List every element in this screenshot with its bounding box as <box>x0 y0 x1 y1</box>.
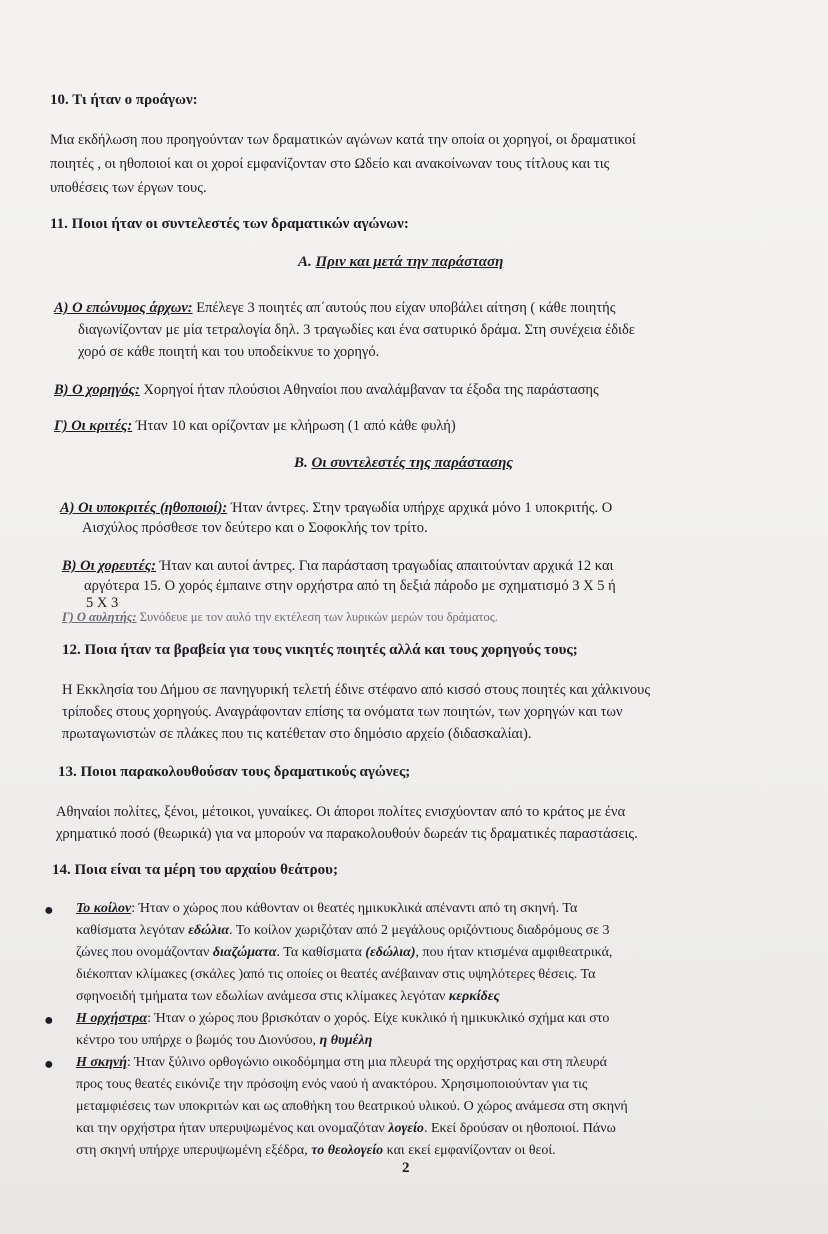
skene-text-4c: . Εκεί δρούσαν οι ηθοποιοί. Πάνω <box>423 1121 616 1136</box>
bullet-koilon-icon: ● <box>44 902 54 919</box>
koilon-line-5 <box>76 986 500 1008</box>
skene-text-5a: στη σκηνή υπήρχε υπερυψωμένη εξέδρα, <box>76 1143 312 1158</box>
q10-line-1: Μια εκδήλωση που προηγούνταν των δραματικών αγώνων κατά την οποία οι χορηγοί, οι δραματικοί <box>50 132 636 148</box>
chorus-line-3: 5 Χ 3 <box>86 595 119 611</box>
choregos-label: Β) Ο χορηγός: <box>54 382 140 398</box>
q13-line-2: χρηματικό ποσό (θεωρικά) για να μπορούν να παρακολουθούν δωρεάν τις δραματικές παραστάσεις. <box>56 826 638 842</box>
koilon-text-2c: . Το κοίλον χωριζόταν από 2 μεγάλους οριζόντιους διαδρόμους σε 3 <box>229 923 610 938</box>
judges-label: Γ) Οι κριτές: <box>54 418 133 434</box>
bullet-orchestra-icon: ● <box>44 1012 54 1029</box>
skene-text-5c: και εκεί εμφανίζονταν οι θεοί. <box>383 1143 556 1158</box>
skene-theologeio: το θεολογείο <box>311 1143 384 1158</box>
archon-line-3: χορό σε κάθε ποιητή και του υποδείκνυε το χορηγό. <box>78 344 380 360</box>
skene-text-4a: και την ορχήστρα ήταν υπερυψωμένος και ονομαζόταν <box>76 1121 389 1136</box>
skene-line-2: προς τους θεατές εικόνιζε την πρόσοψη ενός ναού ή ανακτόρου. Χρησιμοποιούνταν για τις <box>76 1077 588 1092</box>
koilon-text-5a: σφηνοειδή τμήματα των εδωλίων ανάμεσα στις κλίμακες λεγόταν <box>76 989 449 1004</box>
orchestra-thymeli: η θυμέλη <box>319 1033 373 1048</box>
choregos-text: Χορηγοί ήταν πλούσιοι Αθηναίοι που αναλάμβαναν τα έξοδα της παράστασης <box>143 382 599 398</box>
q10-line-3: υποθέσεις των έργων τους. <box>50 180 207 196</box>
koilon-text-1: : Ήταν ο χώρος που κάθονταν οι θεατές ημικυκλικά απέναντι από τη σκηνή. Τα <box>131 901 578 916</box>
section-b-heading <box>294 455 513 472</box>
koilon-kerkides: κερκίδες <box>448 989 500 1004</box>
archon-line-2: διαγωνίζονταν με μία τετραλογία δηλ. 3 τραγωδίες και ένα σατυρικό δράμα. Στη συνέχεια έδιδε <box>78 322 635 338</box>
page-number: 2 <box>402 1160 410 1176</box>
orchestra-label: Η ορχήστρα <box>76 1011 148 1026</box>
q12-line-1: Η Εκκλησία του Δήμου σε πανηγυρική τελετή έδινε στέφανο από κισσό στους ποιητές και χάλκινους <box>62 682 651 698</box>
actors-text-1: Ήταν άντρες. Στην τραγωδία υπήρχε αρχικά μόνο 1 υποκριτής. Ο <box>230 500 613 516</box>
section-a-title: Πριν και μετά την παράσταση <box>315 254 504 270</box>
koilon-edolia: εδώλια <box>188 923 230 938</box>
section-b-title: Οι συντελεστές της παράστασης <box>311 455 513 471</box>
skene-line-4 <box>76 1118 616 1140</box>
chorus-text-1: Ήταν και αυτοί άντρες. Για παράσταση τραγωδίας απαιτούνταν αρχικά 12 και <box>159 558 614 574</box>
archon-line-1 <box>54 296 616 320</box>
orchestra-text-2a: κέντρο του υπήρχε ο βωμός του Διονύσου, <box>76 1033 320 1048</box>
aulete-line <box>62 608 498 626</box>
koilon-label: Το κοίλον <box>76 901 132 916</box>
question-10-title: 10. Τι ήταν ο προάγων: <box>50 92 198 108</box>
skene-line-1 <box>76 1052 607 1074</box>
skene-line-3: μεταμφιέσεις των υποκριτών και ως αποθήκη του θεατρικού υλικού. Ο χώρος ανάμεσα στη σκηνή <box>76 1099 628 1114</box>
koilon-edolia-2: (εδώλια) <box>365 945 416 960</box>
koilon-line-3 <box>76 942 612 964</box>
section-b-prefix: Β. <box>294 455 308 471</box>
aulete-text: Συνόδευε με τον αυλό την εκτέλεση των λυρικών μερών του δράματος. <box>139 610 498 624</box>
bullet-skene-icon: ● <box>44 1056 54 1073</box>
q12-line-3: πρωταγωνιστών σε πλάκες που τις κατέθεταν στο δημόσιο αρχείο (διδασκαλίαι). <box>62 726 532 742</box>
question-11-title: 11. Ποιοι ήταν οι συντελεστές των δραματικών αγώνων: <box>50 216 409 232</box>
chorus-label: Β) Οι χορευτές: <box>62 558 156 574</box>
koilon-line-4: διέκοπταν κλίμακες (σκάλες )από τις οποίες οι θεατές ανέβαιναν στις υψηλότερες θέσεις. Τα <box>76 967 596 982</box>
skene-label: Η σκηνή <box>76 1055 127 1070</box>
skene-logeio: λογείο <box>388 1121 424 1136</box>
question-13-title: 13. Ποιοι παρακολουθούσαν τους δραματικούς αγώνες; <box>58 764 411 780</box>
section-a-heading <box>298 254 503 271</box>
judges-text: Ήταν 10 και ορίζονταν με κλήρωση (1 από κάθε φυλή) <box>135 418 456 434</box>
skene-line-5 <box>76 1140 556 1162</box>
archon-text-1: Επέλεγε 3 ποιητές απ΄αυτούς που είχαν υποβάλει αίτηση ( κάθε ποιητής <box>196 300 616 316</box>
skene-text-1: : Ήταν ξύλινο ορθογώνιο οικοδόμημα στη μια πλευρά της ορχήστρας και στη πλευρά <box>126 1055 607 1070</box>
judges-line <box>54 414 456 438</box>
question-12-title: 12. Ποια ήταν τα βραβεία για τους νικητές ποιητές αλλά και τους χορηγούς τους; <box>62 642 578 658</box>
orchestra-line-2 <box>76 1030 372 1052</box>
koilon-text-3e: , που ήταν κτισμένα αμφιθεατρικά, <box>415 945 613 960</box>
archon-label: Α) Ο επώνυμος άρχων: <box>54 300 193 316</box>
koilon-text-3c: . Τα καθίσματα <box>276 945 366 960</box>
koilon-line-1 <box>76 898 577 920</box>
chorus-line-2: αργότερα 15. Ο χορός έμπαινε στην ορχήστρα από τη δεξιά πάροδο με σχηματισμό 3 Χ 5 ή <box>84 578 616 594</box>
koilon-text-3a: ζώνες που ονομάζονταν <box>76 945 213 960</box>
koilon-diazomata: διαζώματα <box>212 945 277 960</box>
koilon-line-2 <box>76 920 610 942</box>
section-a-prefix: Α. <box>298 254 312 270</box>
question-14-title: 14. Ποια είναι τα μέρη του αρχαίου θεάτρου; <box>52 862 338 878</box>
choregos-line <box>54 378 599 402</box>
actors-label: Α) Οι υποκριτές (ηθοποιοί): <box>60 500 228 516</box>
q13-line-1: Αθηναίοι πολίτες, ξένοι, μέτοικοι, γυναίκες. Οι άποροι πολίτες ενισχύονταν από το κράτος με ένα <box>56 804 626 820</box>
koilon-text-2a: καθίσματα λεγόταν <box>76 923 189 938</box>
orchestra-text-1: : Ήταν ο χώρος που βρισκόταν ο χορός. Είχε κυκλικό ή ημικυκλικό σχήμα και στο <box>147 1011 610 1026</box>
q10-line-2: ποιητές , οι ηθοποιοί και οι χοροί εμφανίζονταν στο Ωδείο και ανακοίνωναν τους τίτλους και τις <box>50 156 610 172</box>
orchestra-line-1 <box>76 1008 609 1030</box>
q12-line-2: τρίποδες στους χορηγούς. Αναγράφονταν επίσης τα ονόματα των ποιητών, των χορηγών και των <box>62 704 623 720</box>
aulete-label: Γ) Ο αυλητής: <box>62 610 137 624</box>
actors-line-2: Αισχύλος πρόσθεσε τον δεύτερο και ο Σοφοκλής τον τρίτο. <box>82 520 428 536</box>
